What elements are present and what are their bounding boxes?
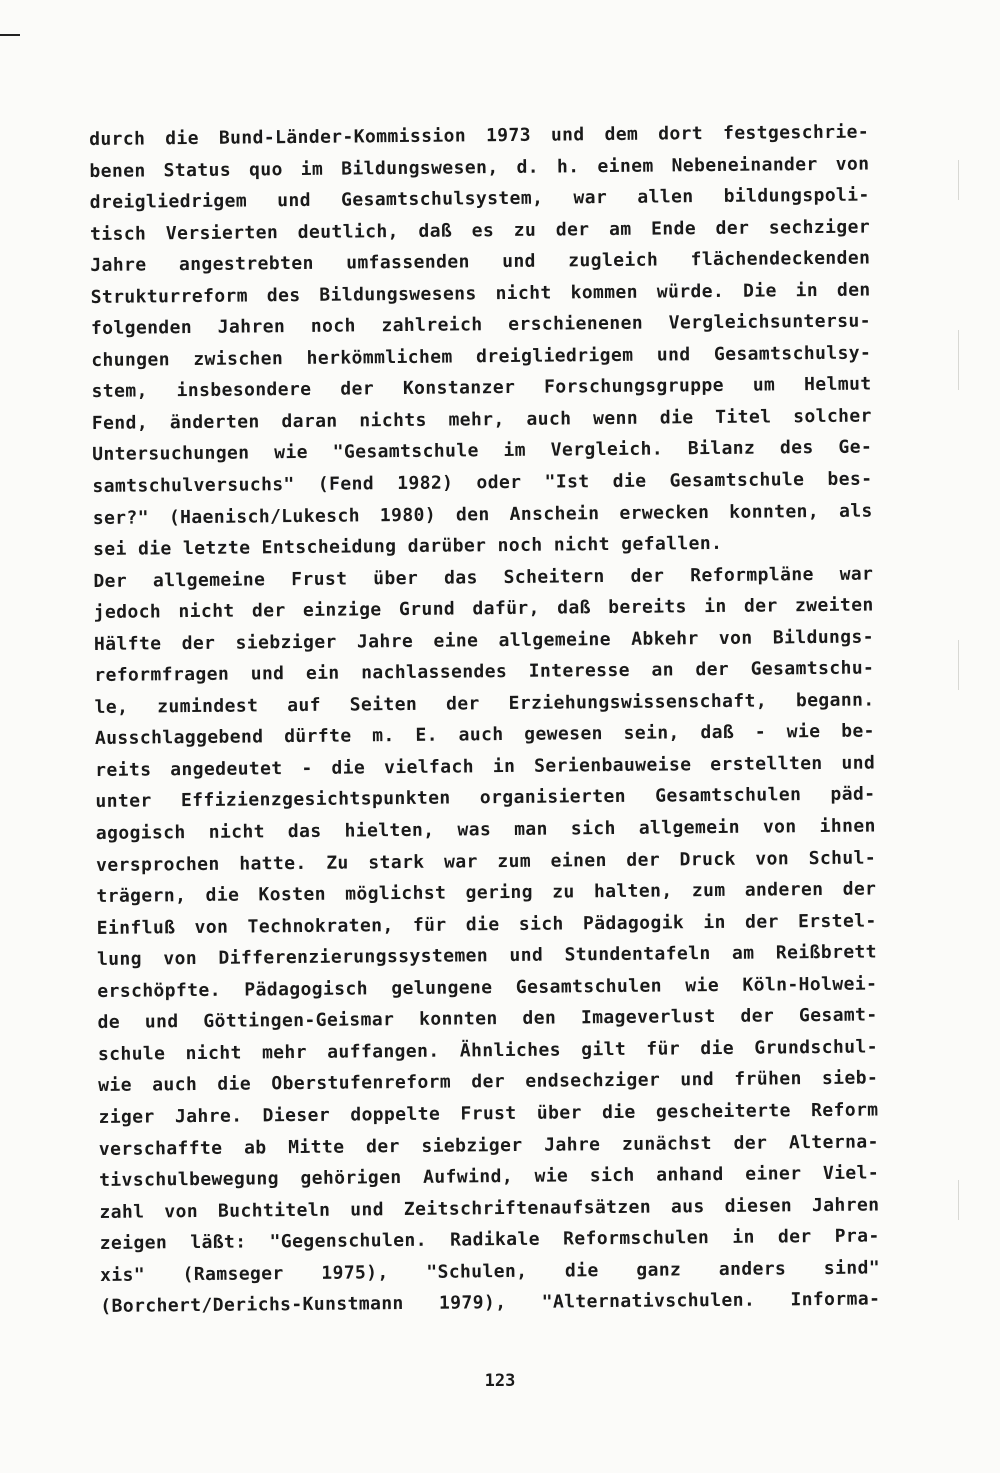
text-line: xis" (Ramseger 1975), "Schulen, die ganz anders sind" <box>99 1257 881 1286</box>
scan-edge-mark <box>958 160 959 200</box>
text-line: agogisch nicht das hielten, was man sich allgemein von ihnen <box>95 815 876 844</box>
text-line: Strukturreform des Bildungswesens nicht kommen würde. Die in den <box>90 279 871 308</box>
scan-edge-mark <box>958 640 959 690</box>
text-line: tivschulbewegung gehörigen Aufwind, wie sich anhand einer Viel- <box>99 1162 880 1191</box>
text-line: le, zumindest auf Seiten der Erziehungswissenschaft, begann. <box>94 689 875 718</box>
text-line: de und Göttingen-Geismar konnten den Imageverlust der Gesamt- <box>97 1004 878 1034</box>
text-line: Ausschlaggebend dürfte m. E. auch gewesen sein, daß - wie be- <box>94 720 875 750</box>
text-line: Jahre angestrebten umfassenden und zugleich flächendeckenden <box>90 247 871 277</box>
scan-edge-mark <box>958 330 959 390</box>
text-line: zeigen läßt: "Gegenschulen. Radikale Reformschulen in der Pra- <box>99 1225 880 1255</box>
text-line: Untersuchungen wie "Gesamtschule im Vergleich. Bilanz des Ge- <box>92 436 873 466</box>
text-line: folgenden Jahren noch zahlreich erschienenen Vergleichsuntersu- <box>90 310 872 340</box>
scan-edge-mark <box>958 1180 959 1220</box>
text-line: lung von Differenzierungssystemen und Stundentafeln am Reißbrett <box>96 941 878 971</box>
text-line: jedoch nicht der einzige Grund dafür, daß bereits in der zweiten <box>93 594 874 624</box>
text-line: sei die letzte Entscheidung darüber noch nicht gefallen. <box>92 533 723 561</box>
text-line: samtschulversuchs" (Fend 1982) oder "Ist die Gesamtschule bes- <box>92 468 873 497</box>
text-line: benen Status quo im Bildungswesen, d. h. einem Nebeneinander von <box>89 153 870 182</box>
text-line: chungen zwischen herkömmlichem dreigliedrigem und Gesamtschulsy- <box>91 342 872 371</box>
text-line: tisch Versierten deutlich, daß es zu der am Ende der sechziger <box>89 216 871 245</box>
text-line: erschöpfte. Pädagogisch gelungene Gesamtschulen wie Köln-Holwei- <box>97 973 878 1002</box>
text-line: trägern, die Kosten möglichst gering zu halten, zum anderen der <box>96 878 877 908</box>
body-text <box>89 117 880 1323</box>
text-line: wie auch die Oberstufenreform der endsechziger und frühen sieb- <box>98 1067 879 1097</box>
text-line: schule nicht mehr auffangen. Ähnliches gilt für die Grundschul- <box>97 1036 878 1065</box>
text-line: Der allgemeine Frust über das Scheitern der Reformpläne war <box>93 563 874 592</box>
text-line: Hälfte der siebziger Jahre eine allgemeine Abkehr von Bildungs- <box>93 626 875 655</box>
text-line: Fend, änderten daran nichts mehr, auch wenn die Titel solcher <box>91 405 872 434</box>
corner-dash-mark <box>0 34 20 36</box>
text-line: dreigliedrigem und Gesamtschulsystem, war allen bildungspoli- <box>89 184 870 214</box>
text-line: unter Effizienzgesichtspunkten organisierten Gesamtschulen päd- <box>95 783 876 813</box>
text-line: reits angedeutet - die vielfach in Serienbauweise erstellten und <box>95 752 876 781</box>
text-line: ser?" (Haenisch/Lukesch 1980) den Anschein erwecken konnten, als <box>92 500 873 529</box>
text-line: Einfluß von Technokraten, für die sich Pädagogik in der Erstel- <box>96 910 877 939</box>
text-line: durch die Bund-Länder-Kommission 1973 und dem dort festgeschrie- <box>89 121 870 150</box>
text-line: reformfragen und ein nachlassendes Interesse an der Gesamtschu- <box>94 657 875 687</box>
text-line: verschaffte ab Mitte der siebziger Jahre zunächst der Alterna- <box>98 1130 879 1160</box>
text-line: (Borchert/Derichs-Kunstmann 1979), "Alternativschulen. Informa- <box>100 1288 881 1318</box>
text-line: stem, insbesondere der Konstanzer Forschungsgruppe um Helmut <box>91 373 872 403</box>
page-number: 123 <box>484 1371 516 1391</box>
text-line: versprochen hatte. Zu stark war zum einen der Druck von Schul- <box>96 847 877 876</box>
text-line: ziger Jahre. Dieser doppelte Frust über die gescheiterte Reform <box>98 1099 879 1128</box>
text-line: zahl von Buchtiteln und Zeitschriftenaufsätzen aus diesen Jahren <box>99 1194 880 1223</box>
